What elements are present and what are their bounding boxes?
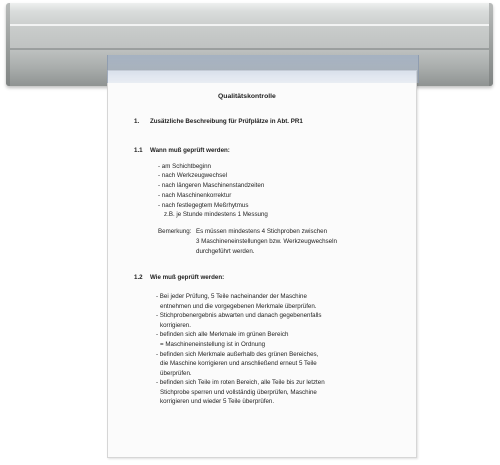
document-title: Qualitätskontrolle	[218, 93, 276, 100]
how-line: - Bei jeder Prüfung, 5 Teile nacheinander der Maschine	[156, 293, 307, 300]
how-line: korrigieren.	[160, 322, 191, 329]
rail-end-right	[489, 3, 493, 86]
when-item: - nach Maschinenkorrektur	[158, 192, 232, 199]
rail-groove-lower	[6, 48, 493, 50]
rail-groove-upper	[6, 24, 493, 26]
how-line: - befinden sich Teile im roten Bereich, alle Teile bis zur letzten	[156, 379, 325, 386]
document-content	[108, 71, 416, 457]
when-item: - am Schichtbeginn	[158, 163, 211, 170]
section-1-2-number: 1.2	[134, 274, 143, 281]
how-line: - Stichprobenergebnis abwarten und danach gegebenenfalls	[156, 312, 322, 319]
when-item: - nach festlegegtem Meßrhytmus	[158, 202, 249, 209]
section-1-heading: Zusätzliche Beschreibung für Prüfplätze in Abt. PR1	[150, 118, 303, 125]
how-line: entnehmen und die vorgegebenen Merkmale überprüfen.	[160, 303, 317, 310]
when-item: - nach Werkzeugwechsel	[158, 172, 228, 179]
section-1-number: 1.	[134, 118, 140, 125]
how-line: überprüfen.	[160, 370, 192, 377]
remark-label: Bemerkung:	[158, 228, 192, 235]
plastic-clip	[107, 55, 419, 83]
rail-end-left	[6, 3, 10, 86]
remark-line: durchgeführt werden.	[196, 248, 255, 255]
section-1-2-heading: Wie muß geprüft werden:	[150, 274, 225, 281]
section-1-1-heading: Wann muß geprüft werden:	[150, 147, 230, 154]
when-item: - nach längeren Maschinenstandzeiten	[158, 182, 265, 189]
how-line: korrigieren und wieder 5 Teile überprüfen.	[160, 398, 275, 405]
section-1-1-number: 1.1	[134, 147, 143, 154]
document-sheet	[107, 70, 417, 458]
remark-line: Es müssen mindestens 4 Stichproben zwischen	[196, 228, 328, 235]
remark-line: 3 Maschineneinstellungen bzw. Werkzeugwechseln	[196, 238, 337, 245]
how-line: - befinden sich Merkmale außerhalb des grünen Bereiches,	[156, 351, 319, 358]
how-line: - befinden sich alle Merkmale im grünen Bereich	[156, 331, 289, 338]
when-item: z.B. je Stunde mindestens 1 Messung	[164, 211, 268, 218]
how-line: die Maschine korrigieren und anschließend erneut 5 Teile	[160, 360, 317, 367]
how-line: = Maschineneinstellung ist in Ordnung	[160, 341, 266, 348]
how-line: Stichprobe sperren und vollständig überprüfen, Maschine	[160, 389, 317, 396]
